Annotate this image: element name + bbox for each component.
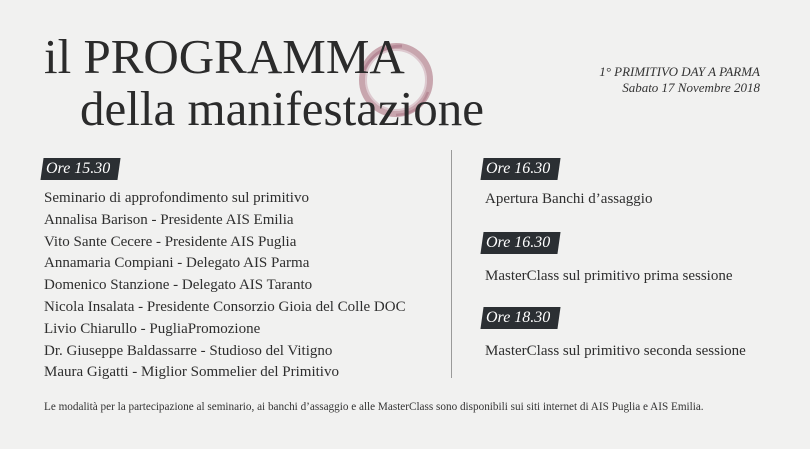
list-item: Dr. Giuseppe Baldassarre - Studioso del Vitigno [44,342,333,359]
page-title-line1: il PROGRAMMA [44,29,405,84]
list-item: Annalisa Barison - Presidente AIS Emilia [44,211,294,228]
event-date: Sabato 17 Novembre 2018 [622,80,760,95]
list-item: Domenico Stanzione - Delegato AIS Taranto [44,277,313,294]
time-label-left [40,158,120,180]
event-info [599,64,760,96]
time-label-text: Ore 16.30 [486,234,551,251]
schedule-item-3: MasterClass sul primitivo seconda sessione [485,343,746,359]
time-label-text: Ore 18.30 [486,309,551,326]
page-title-line2: della manifestazione [80,81,485,136]
time-label-right-3 [480,307,560,329]
list-item: Seminario di approfondimento sul primitivo [44,190,309,206]
list-item: Vito Sante Cecere - Presidente AIS Puglia [44,233,297,250]
list-item: Nicola Insalata - Presidente Consorzio Gioia del Colle DOC [44,298,406,315]
footer-note: Le modalità per la partecipazione al seminario, ai banchi d’assaggio e alle MasterClass sono disponibili sui siti internet di AIS Puglia e AIS Emilia. [44,401,704,413]
schedule-item-1: Apertura Banchi d’assaggio [485,191,653,207]
list-item: Annamaria Compiani - Delegato AIS Parma [44,255,310,272]
speaker-list [44,188,406,384]
time-label-right-1 [480,158,560,180]
column-divider [451,150,452,378]
list-item: Livio Chiarullo - PugliaPromozione [44,320,261,337]
schedule-item-2: MasterClass sul primitivo prima sessione [485,268,733,284]
time-label-right-2 [480,232,560,254]
event-name: 1° PRIMITIVO DAY A PARMA [599,64,760,79]
list-item: Maura Gigatti - Miglior Sommelier del Primitivo [44,364,339,381]
time-label-text: Ore 16.30 [486,160,551,177]
time-label-text: Ore 15.30 [46,160,111,177]
